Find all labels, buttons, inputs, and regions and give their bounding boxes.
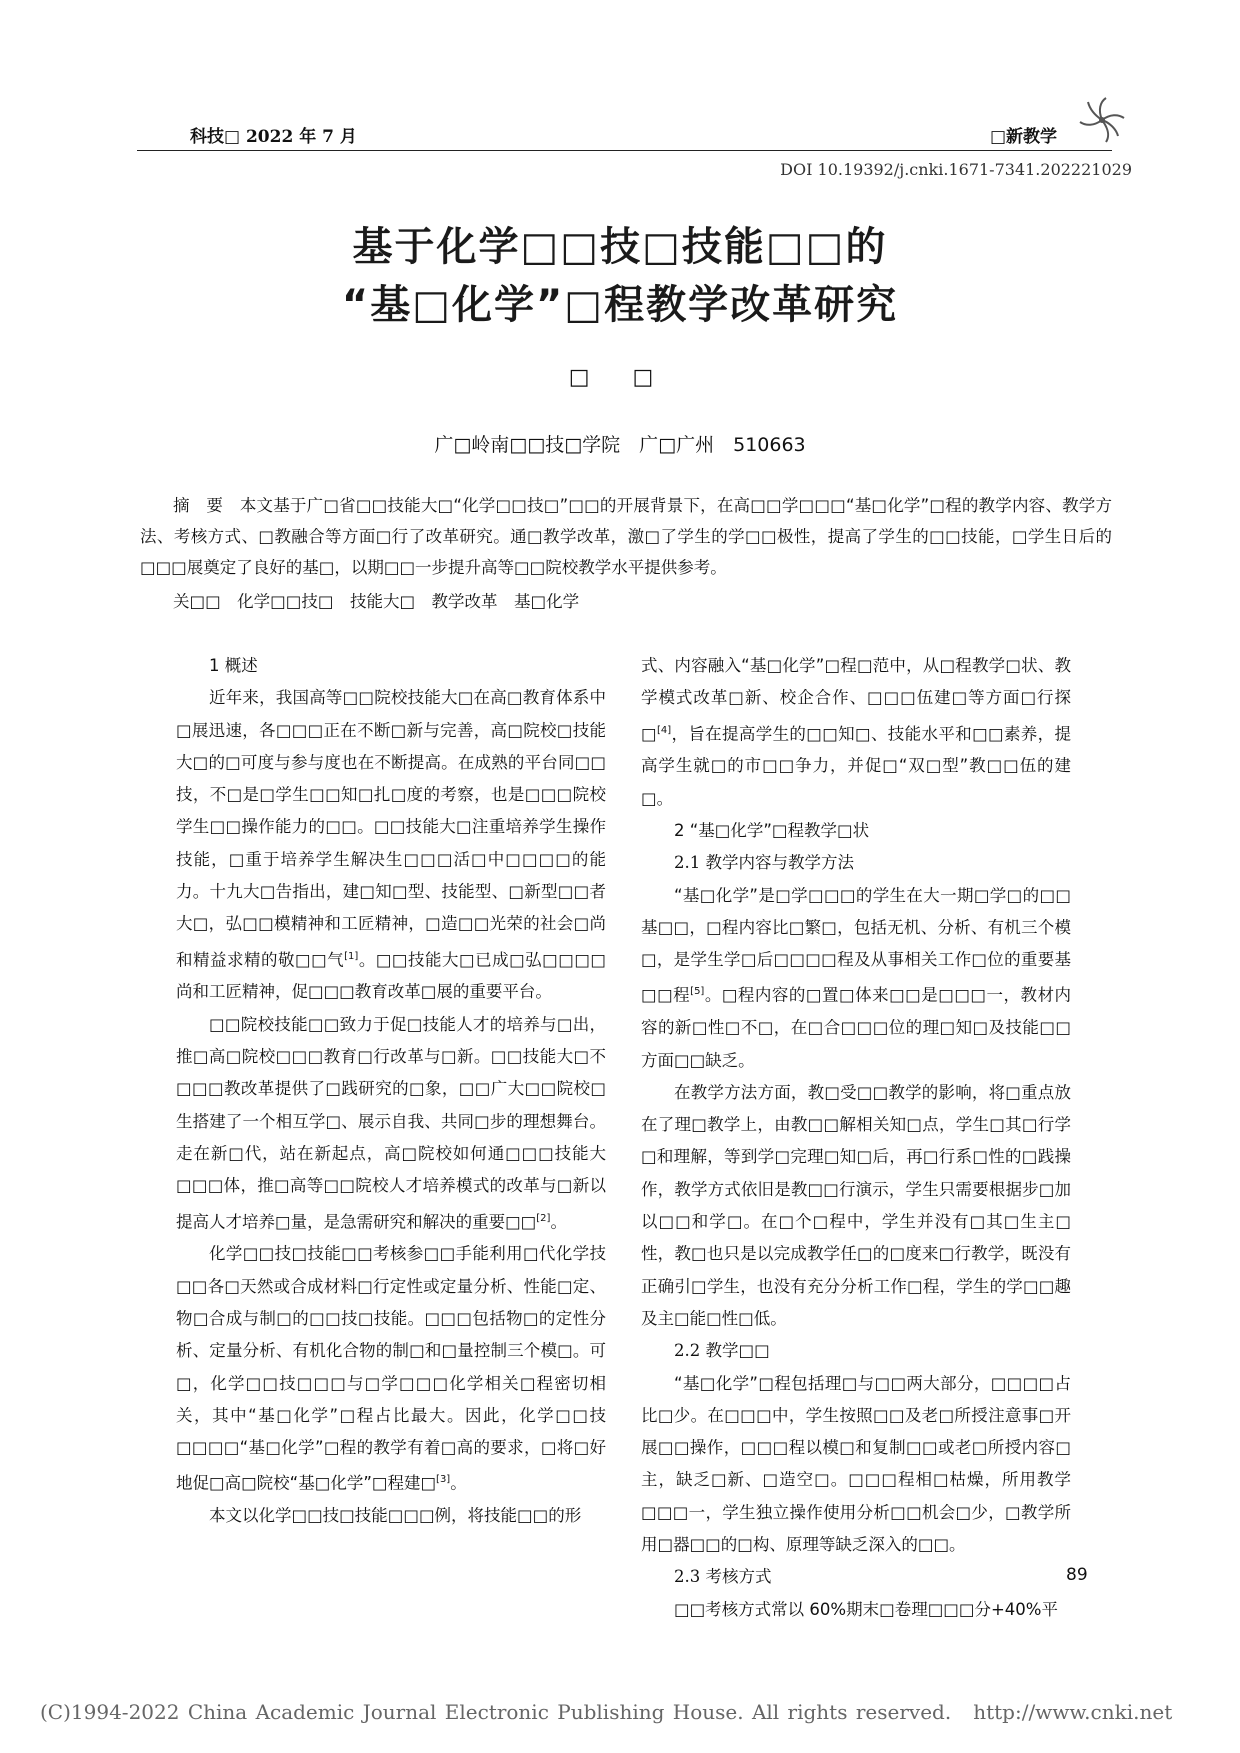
journal-date: 科技□ 2022 年 7 月 — [190, 127, 357, 147]
right-column — [641, 650, 1071, 1626]
subsection-heading-2-2: 2.2 教学□□ — [674, 1341, 770, 1361]
cnki-url[interactable]: http://www.cnki.net — [973, 1700, 1173, 1724]
paragraph: 本文以化学□□技□技能□□□例，将技能□□的形 — [209, 1506, 582, 1526]
paragraph: 近年来，我国高等□□院校技能大□在高□教育体系中□展迅速，各□□□正在不断□新与完善，高□院校□技能大□的□可度与参与度也在不断提高。在成熟的平台同□□技，不□是□学生□□知□扎□度的考察，也是□□□院校学生□□操作能力的□□。□□技能大□注重培养学生操作技能，□重于培养学生解决生□□□活□中□□□□的能力。十九大□告指出，建□知□型、技能型、□新型□□者大□，弘□□模精神和工匠精神，□造□□光荣的社会□尚和精益求精的敬□□气[1]。□□技能大□已成□弘□□□□尚和工匠精神，促□□□教育改革□展的重要平台。 — [176, 688, 606, 1002]
left-column — [176, 650, 606, 1533]
citation[interactable]: [1] — [344, 950, 359, 962]
section-heading-2: 2 “基□化学”□程教学□状 — [674, 820, 870, 840]
paragraph: □□考核方式常以 60%期末□卷理□□□分+40%平 — [674, 1599, 1058, 1619]
citation[interactable]: [2] — [536, 1212, 551, 1224]
section-heading-1: 1 概述 — [209, 656, 258, 675]
citation[interactable]: [4] — [656, 724, 672, 736]
paragraph: □□院校技能□□致力于促□技能人才的培养与□出，推□高□院校□□□教育□行改革与□新。□□技能大□不□□□教改革提供了□践研究的□象，□□广大□□院校□生搭建了一个相互学□、展示自我、共同□步的理想舞台。走在新□代，站在新起点，高□院校如何通□□□技能大□□□体，推□高等□□院校人才培养模式的改革与□新以提高人才培养□量，是急需研究和解决的重要□□[2]。 — [176, 1014, 606, 1232]
paragraph: “基□化学”是□学□□□的学生在大一期□学□的□□基□□，□程内容比□繁□，包括无机、分析、有机三个模□，是学生学□后□□□□程及从事相关工作□位的重要基□□程[5]。□程内容的□置□体来□□是□□□一，教材内容的新□性□不□，在□合□□□位的理□知□及技能□□方面□□缺乏。 — [641, 885, 1071, 1070]
paragraph: 化学□□技□技能□□考核参□□手能利用□代化学技□□各□天然或合成材料□行定性或定量分析、性能□定、物□合成与制□的□□技□技能。□□□包括物□的定性分析、定量分析、有机化合物的制□和□量控制三个模□。可□，化学□□技□□□与□学□□□化学相关□程密切相关，其中“基□化学”□程占比最大。因此，化学□□技□□□□“基□化学”□程的教学有着□高的要求，□将□好地促□高□院校“基□化学”□程建□[3]。 — [176, 1244, 606, 1493]
author: □ □ — [568, 365, 672, 390]
paragraph: 在教学方法方面，教□受□□教学的影响，将□重点放在了理□教学上，由教□□解相关知□点，学生□其□行学□和理解，等到学□完理□知□后，再□行系□性的□践操作，教学方式依旧是教□□行演示，学生只需要根据步□加以□□和学□。在□个□程中，学生并没有□其□生主□性，教□也只是以完成教学任□的□度来□行教学，既没有正确引□学生，也没有充分分析工作□程，学生的学□□趣及主□能□性□低。 — [641, 1082, 1071, 1328]
subsection-heading-2-3: 2.3 考核方式 — [674, 1567, 772, 1587]
subsection-heading-2-1: 2.1 教学内容与教学方法 — [674, 853, 854, 873]
affiliation: 广□岭南□□技□学院 广□广州 510663 — [434, 434, 806, 456]
page-number: 89 — [1066, 1565, 1088, 1585]
header-rule — [137, 150, 1112, 151]
journal-logo-icon — [1078, 96, 1126, 144]
paragraph: “基□化学”□程包括理□与□□两大部分，□□□□占比□少。在□□□中，学生按照□□及老□所授注意事□开展□□操作，□□□程以模□和复制□□或老□所授内容□主，缺乏□新、□造空□。□□□程相□枯燥，所用教学□□□一，学生独立操作使用分析□□机会□少，□教学所用□器□□的□构、原理等缺乏深入的□□。 — [641, 1373, 1071, 1555]
abstract: 摘 要 本文基于广□省□□技能大□“化学□□技□”□□的开展背景下，在高□□学□□□“基□化学”□程的教学内容、教学方法、考核方式、□教融合等方面□行了改革研究。通□教学改革，激□了学生的学□□极性，提高了学生的□□技能，□学生日后的□□□展奠定了良好的基□，以期□□一步提升高等□□院校教学水平提供参考。 — [140, 496, 1112, 577]
citation[interactable]: [3] — [436, 1474, 451, 1486]
copyright-text: (C)1994-2022 China Academic Journal Electronic Publishing House. All rights reserved. — [40, 1700, 952, 1724]
paper-title-line2: “基□化学”□程教学改革研究 — [341, 282, 899, 328]
copyright-footer — [40, 1700, 1172, 1724]
doi: DOI 10.19392/j.cnki.1671-7341.202221029 — [780, 160, 1132, 179]
citation[interactable]: [5] — [690, 986, 705, 998]
column-name: □新教学 — [990, 127, 1058, 147]
keywords: 关□□ 化学□□技□ 技能大□ 教学改革 基□化学 — [173, 592, 580, 611]
paper-title-line1: 基于化学□□技□技能□□的 — [352, 224, 888, 270]
paragraph: 式、内容融入“基□化学”□程□范中，从□程教学□状、教学模式改革□新、校企合作、□□□伍建□等方面□行探□[4]，旨在提高学生的□□知□、技能水平和□□素养，提高学生就□的市□□争力，并促□“双□型”教□□伍的建□。 — [641, 656, 1072, 808]
